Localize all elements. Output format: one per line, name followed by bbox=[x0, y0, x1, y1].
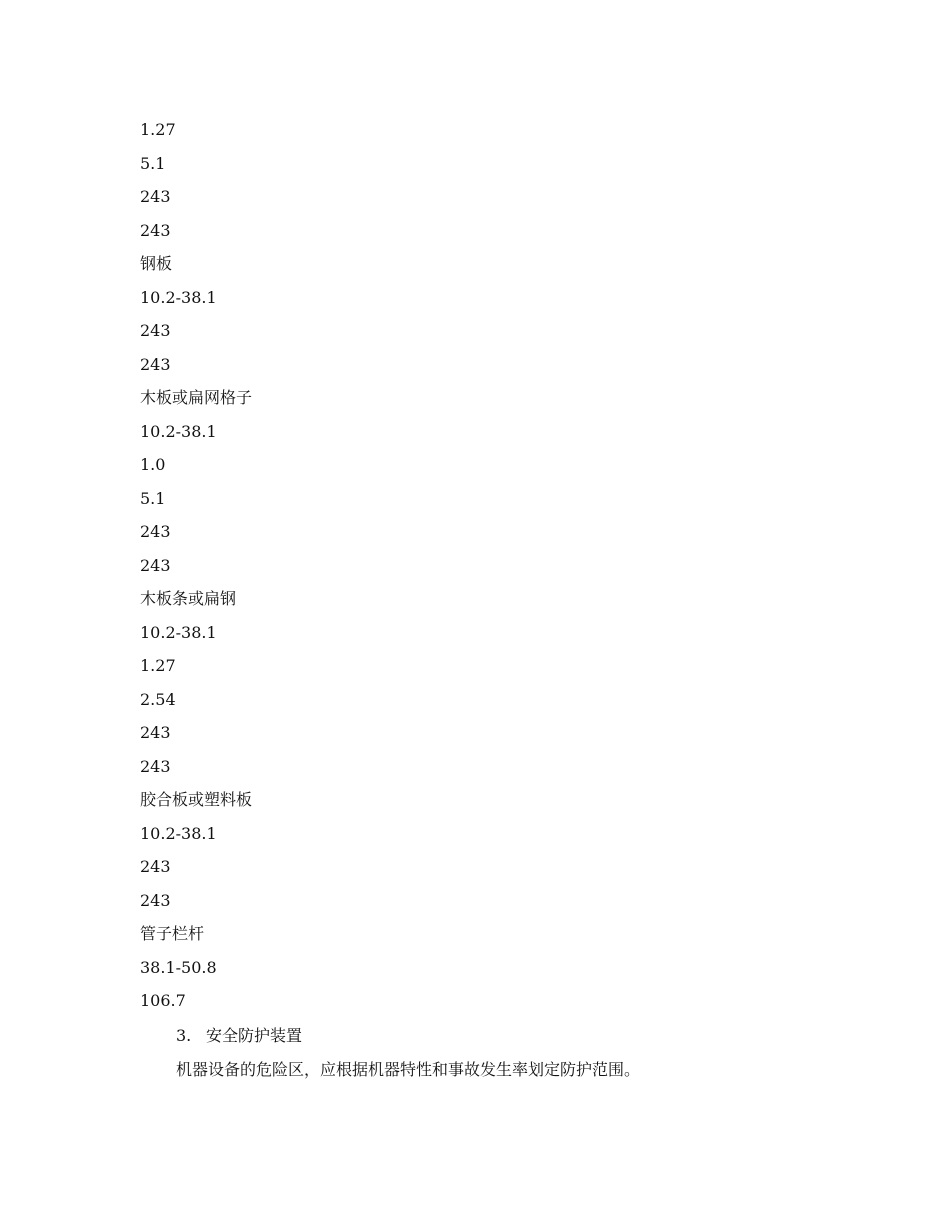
table-cell: 10.2-38.1 bbox=[140, 622, 217, 642]
table-cell: 10.2-38.1 bbox=[140, 287, 217, 307]
table-cell: 243 bbox=[140, 321, 171, 340]
table-cell: 木板条或扁钢 bbox=[140, 589, 237, 608]
table-cell: 106.7 bbox=[140, 991, 186, 1010]
table-cell: 243 bbox=[140, 857, 171, 876]
table-cell: 243 bbox=[140, 890, 171, 910]
section-heading bbox=[176, 1022, 302, 1050]
table-cell-list bbox=[140, 116, 840, 1021]
table-cell: 10.2-38.1 bbox=[140, 823, 217, 843]
table-cell: 243 bbox=[140, 756, 171, 776]
table-cell: 243 bbox=[140, 220, 171, 240]
table-cell: 5.1 bbox=[140, 488, 166, 508]
table-cell: 胶合板或塑料板 bbox=[140, 790, 253, 809]
section-number: 3. bbox=[176, 1026, 192, 1045]
table-cell: 1.0 bbox=[140, 455, 166, 474]
table-cell: 243 bbox=[140, 555, 171, 575]
table-cell: 5.1 bbox=[140, 153, 166, 173]
section-title: 安全防护装置 bbox=[206, 1026, 303, 1045]
table-cell: 243 bbox=[140, 187, 171, 206]
table-cell: 10.2-38.1 bbox=[140, 421, 217, 441]
table-cell: 2.54 bbox=[140, 689, 176, 709]
table-cell: 1.27 bbox=[140, 656, 176, 675]
table-cell: 243 bbox=[140, 354, 171, 374]
table-cell: 243 bbox=[140, 723, 171, 742]
table-cell: 木板或扁网格子 bbox=[140, 388, 253, 407]
table-cell: 243 bbox=[140, 522, 171, 541]
table-cell: 1.27 bbox=[140, 120, 176, 139]
table-cell: 钢板 bbox=[140, 254, 173, 273]
table-cell: 管子栏杆 bbox=[140, 924, 205, 943]
body-paragraph: 机器设备的危险区，应根据机器特性和事故发生率划定防护范围。 bbox=[176, 1060, 641, 1079]
table-cell: 38.1-50.8 bbox=[140, 957, 217, 977]
